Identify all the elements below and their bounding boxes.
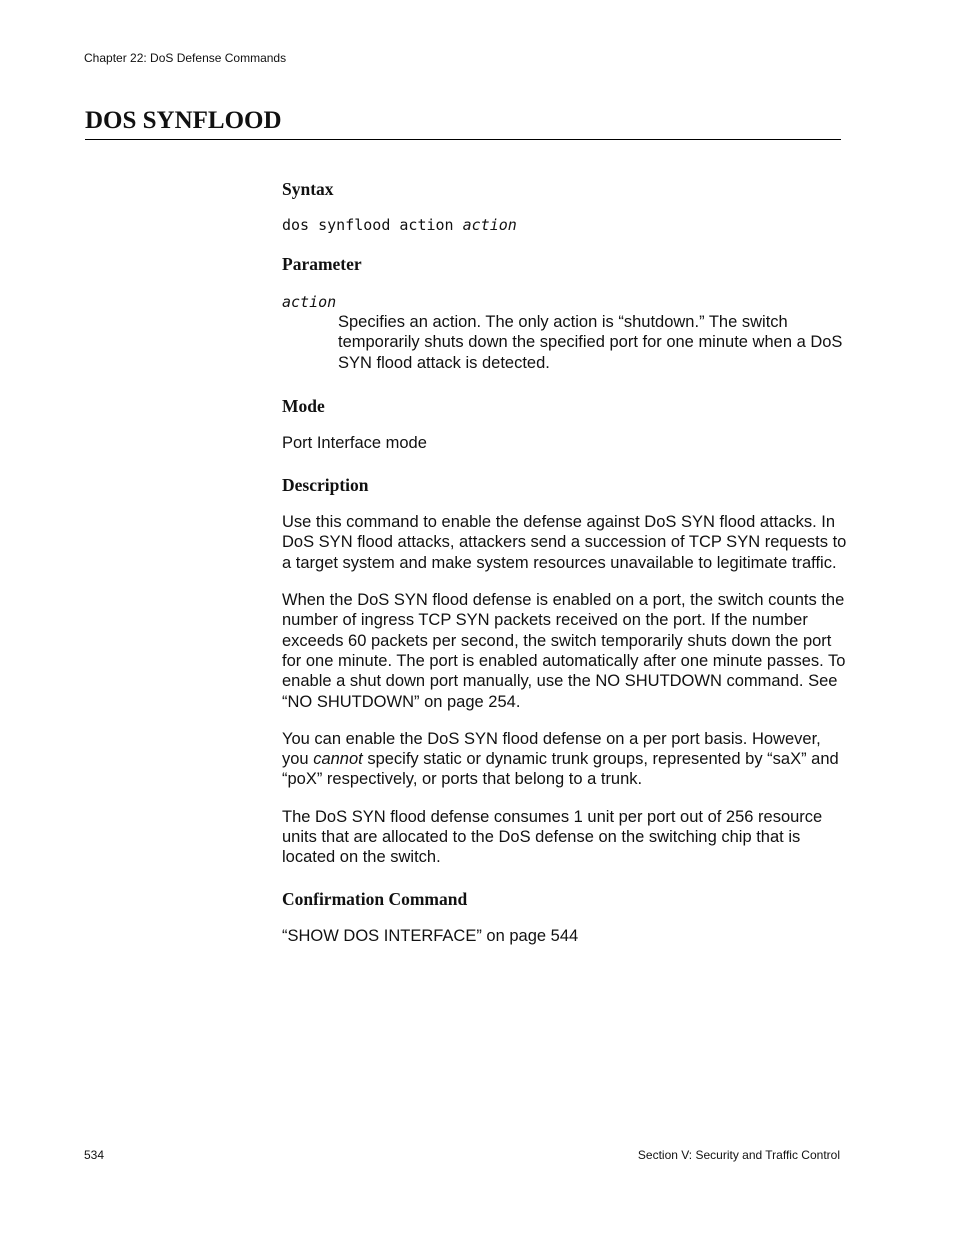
page-number: 534	[84, 1148, 105, 1162]
syntax-command-text: dos synflood action	[282, 216, 463, 234]
running-footer-section: Section V: Security and Traffic Control	[637, 1148, 840, 1162]
parameter-heading: Parameter	[282, 254, 362, 274]
running-header: Chapter 22: DoS Defense Commands	[84, 51, 287, 65]
mode-text: Port Interface mode	[282, 433, 427, 452]
description-paragraph-4: The DoS SYN flood defense consumes 1 unit per port out of 256 resource units that are allocated to the DoS defense on the switching chip that is located on the switch.	[282, 807, 823, 867]
description-heading: Description	[282, 475, 369, 496]
description-paragraph-3	[282, 729, 847, 790]
description-paragraph-3-emphasis: cannot	[313, 750, 363, 769]
description-paragraph-3-part-2: specify static or dynamic trunk groups, represented by “saX” and “poX” respectively, or ports that belong to a trunk.	[282, 750, 839, 789]
mode-heading: Mode	[282, 395, 325, 416]
confirmation-command-link[interactable]: “SHOW DOS INTERFACE” on page 544	[282, 926, 579, 945]
main-content	[282, 178, 847, 946]
syntax-heading: Syntax	[282, 179, 334, 199]
parameter-description: Specifies an action. The only action is “shutdown.” The switch temporarily shuts down the specified port for one minute when a DoS SYN flood attack is detected.	[338, 313, 843, 372]
parameter-name: action	[282, 293, 337, 311]
description-paragraph-2: When the DoS SYN flood defense is enabled on a port, the switch counts the number of ingress TCP SYN packets received on the port. If the number exceeds 60 packets per second, the switch temporarily shuts down the port for one minute. The port is enabled automatically after one minute passes. To enable a shut down port manually, use the NO SHUTDOWN command. See “NO SHUTDOWN” on page 254.	[282, 591, 846, 711]
page-title: DOS SYNFLOOD	[85, 106, 841, 140]
description-paragraph-1: Use this command to enable the defense against DoS SYN flood attacks. In DoS SYN flood attacks, attackers send a succession of TCP SYN requests to a target system and make system resources unavailable to legitimate traffic.	[282, 513, 847, 572]
description-paragraph-3-part-1: You can enable the DoS SYN flood defense on a per port basis. However, you	[282, 729, 821, 769]
syntax-argument: action	[462, 216, 517, 234]
syntax-command	[282, 215, 847, 235]
confirmation-heading: Confirmation Command	[282, 888, 468, 909]
